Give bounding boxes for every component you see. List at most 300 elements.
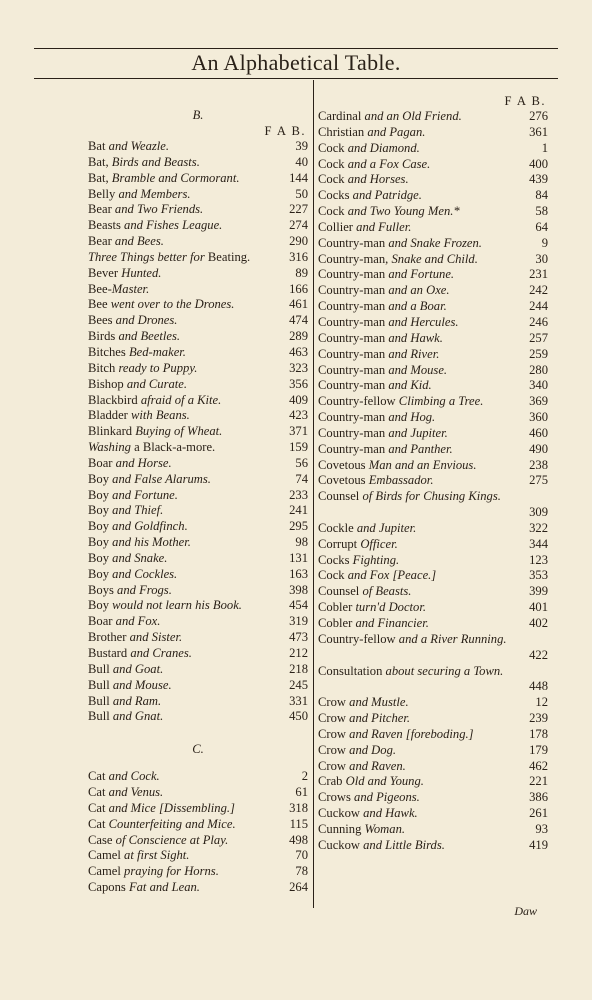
- table-row: [88, 583, 308, 599]
- table-row: [88, 848, 308, 864]
- entry-name: Crow: [318, 711, 350, 726]
- table-row: [88, 155, 308, 171]
- fable-number: 261: [529, 806, 548, 821]
- entry-name: Country-man: [318, 378, 389, 393]
- table-row: [88, 769, 308, 785]
- entry-name: Country-man: [318, 346, 389, 361]
- entry-text: [88, 678, 172, 694]
- entry-subject: and Fox [Peace.]: [347, 568, 437, 583]
- fable-number: 123: [529, 552, 548, 567]
- entry-subject: ready to Puppy.: [118, 360, 198, 375]
- entry-subject: and Thief.: [112, 503, 164, 518]
- table-row: [88, 139, 308, 155]
- fable-number: 371: [289, 424, 308, 439]
- entry-name: Bitch: [88, 360, 119, 375]
- fable-number: 74: [295, 471, 308, 486]
- fable-number: 98: [295, 535, 308, 550]
- table-row: [318, 141, 548, 157]
- fable-number: 259: [529, 346, 548, 361]
- entry-name: Covetous: [318, 457, 369, 472]
- entry-text: [318, 410, 435, 426]
- fable-number: 423: [289, 408, 308, 423]
- fable-number: 402: [529, 616, 548, 630]
- table-row: [88, 535, 308, 551]
- table-row: [318, 188, 548, 204]
- table-row: [318, 299, 548, 315]
- entry-subject: praying for Horns.: [124, 864, 219, 879]
- entry-text: [318, 822, 405, 838]
- entry-name: Birds: [88, 329, 119, 344]
- entry-text: [88, 393, 221, 409]
- entry-subject: and False Alarums.: [112, 471, 211, 486]
- title-rule: [34, 78, 558, 79]
- table-row: [88, 266, 308, 282]
- entry-text: [318, 141, 420, 157]
- fable-number: 462: [529, 758, 548, 773]
- entry-subject: and Patridge.: [352, 188, 422, 203]
- entry-subject: and Curate.: [126, 376, 188, 391]
- entry-text: [318, 188, 422, 204]
- table-row: [88, 488, 308, 504]
- entry-name: Boy: [88, 471, 113, 486]
- entry-subject: Embassador.: [368, 473, 434, 488]
- entry-text: [88, 472, 211, 488]
- table-row: [88, 785, 308, 801]
- section-heading-b: B.: [192, 108, 204, 122]
- entry-text: [88, 551, 167, 567]
- right-entries-list-2: [318, 521, 548, 632]
- table-row: [88, 503, 308, 519]
- table-row: [88, 329, 308, 345]
- entry-name: Cat: [88, 769, 109, 784]
- fable-number: 1: [541, 140, 548, 155]
- table-row: [318, 838, 548, 854]
- entry-name: Crows: [318, 790, 355, 805]
- fable-number: 238: [529, 457, 548, 472]
- entry-text: [88, 583, 172, 599]
- entry-name: Cat: [88, 785, 109, 800]
- entry-subject: Snake and Child.: [391, 251, 478, 266]
- entry-text: [88, 833, 228, 849]
- entry-name: Cock: [318, 172, 348, 187]
- table-row: [318, 743, 548, 759]
- entry-text: [88, 345, 186, 361]
- table-row: [88, 646, 308, 662]
- entry-text: [88, 234, 164, 250]
- entry-name: Country-man: [318, 425, 389, 440]
- fable-number: 353: [529, 568, 548, 583]
- entry-text: [318, 553, 399, 569]
- table-row: [88, 880, 308, 896]
- fable-number: 318: [289, 800, 308, 815]
- entry-subject: of Conscience at Play.: [115, 832, 229, 847]
- entry-subject: and Diamond.: [347, 140, 420, 155]
- fab-heading-left: F A B.: [264, 124, 306, 138]
- entry-text: [318, 584, 411, 600]
- table-row: [318, 172, 548, 188]
- table-row: [318, 394, 548, 410]
- entry-name: Bishop: [88, 376, 127, 391]
- fable-number: 309: [529, 505, 548, 520]
- entry-subject: Old and Young.: [345, 774, 424, 789]
- fable-number: 257: [529, 330, 548, 345]
- entry-subject: and Pitcher.: [349, 711, 410, 726]
- entry-subject: and Fuller.: [356, 219, 412, 234]
- fable-number: 322: [529, 520, 548, 535]
- entry-text: [318, 695, 409, 711]
- entry-subject: and Fortune.: [388, 267, 455, 282]
- entry-subject: and Ram.: [112, 693, 162, 708]
- table-row: [318, 125, 548, 141]
- table-row: [88, 456, 308, 472]
- fable-number: 319: [289, 614, 308, 629]
- entry-subject: and Mouse.: [388, 362, 448, 377]
- entry-subject: and Goldfinch.: [112, 519, 188, 534]
- fable-number: 89: [295, 265, 308, 280]
- entry-name: Crow: [318, 758, 350, 773]
- entry-subject: and Sister.: [129, 630, 183, 645]
- entry-text: [88, 817, 236, 833]
- fable-number: 295: [289, 519, 308, 534]
- entry-subject: and Financier.: [355, 616, 429, 630]
- entry-subject: turn'd Doctor.: [355, 600, 426, 615]
- fable-number: 461: [289, 297, 308, 312]
- entry-name: Cuckow: [318, 837, 364, 852]
- entry-text: [318, 537, 398, 553]
- entry-subject: and Weazle.: [108, 139, 170, 153]
- fable-number: 398: [289, 582, 308, 597]
- entry-subject: and Hog.: [388, 410, 436, 425]
- entry-text: [88, 139, 169, 155]
- fable-number: 409: [289, 392, 308, 407]
- entry-name: Belly: [88, 186, 119, 201]
- table-row: [88, 598, 308, 614]
- table-row: [318, 727, 548, 743]
- entry-text: [318, 616, 429, 632]
- catchword: Daw: [514, 904, 537, 918]
- entry-subject: and Horses.: [347, 172, 409, 187]
- table-row: [88, 250, 308, 266]
- entry-text: [318, 236, 482, 252]
- entry-name: Camel: [88, 848, 125, 863]
- entry-subject: Fat and Lean.: [128, 880, 200, 895]
- column-divider: [313, 80, 314, 908]
- entry-text: [318, 252, 478, 268]
- entry-name: Crab: [318, 774, 346, 789]
- entry-subject: Man and an Envious.: [368, 457, 477, 472]
- entry-name: Brother: [88, 630, 130, 645]
- table-row: [318, 458, 548, 474]
- entry-text: [88, 880, 200, 896]
- entry-subject: and Members.: [118, 186, 191, 201]
- entry-name: Country-man: [318, 299, 389, 314]
- table-row: [318, 347, 548, 363]
- table-row: [318, 267, 548, 283]
- table-row: [318, 568, 548, 584]
- entry-name: Bear: [88, 202, 115, 217]
- fable-number: 231: [529, 267, 548, 282]
- table-row: [88, 630, 308, 646]
- entry-name: Capons: [88, 880, 129, 895]
- fable-number: 289: [289, 329, 308, 344]
- table-row: [318, 204, 548, 220]
- entry-subject: Hunted.: [121, 265, 162, 280]
- entry-text: [318, 727, 474, 743]
- entry-subject: and Two Young Men.*: [347, 204, 460, 219]
- fable-number: 221: [529, 774, 548, 789]
- fable-number: 61: [295, 785, 308, 800]
- entry-text: [88, 266, 161, 282]
- entry-text: [318, 774, 424, 790]
- entry-text: [88, 598, 242, 614]
- page-title: An Alphabetical Table.: [191, 50, 401, 75]
- entry-subject: and a Boar.: [388, 299, 447, 314]
- entry-name: Bat: [88, 139, 109, 153]
- entry-subject: and an Oxe.: [388, 283, 450, 298]
- entry-subject: and Mustle.: [349, 695, 409, 710]
- entry-subject: and Kid.: [388, 378, 432, 393]
- entry-text: [88, 329, 180, 345]
- table-row: [318, 584, 548, 600]
- entry-text: [318, 394, 483, 410]
- entry-subject: and a River Running.: [398, 631, 507, 646]
- entry-text: [318, 109, 462, 125]
- fable-number: 275: [529, 473, 548, 488]
- entry-text: [318, 521, 416, 537]
- table-row: [88, 678, 308, 694]
- entry-name: Cat: [88, 800, 109, 815]
- entry-text: [88, 155, 200, 171]
- entry-subject: and Bees.: [114, 234, 164, 249]
- entry-text: [318, 442, 453, 458]
- fable-number: 246: [529, 314, 548, 329]
- table-row: [88, 234, 308, 250]
- entry-name: Cocks: [318, 188, 353, 203]
- entry-name: Bever: [88, 265, 122, 280]
- fable-number: 245: [289, 677, 308, 692]
- table-row: [88, 297, 308, 313]
- table-row: [88, 472, 308, 488]
- section-heading-c: C.: [192, 742, 204, 757]
- entry-name: Beasts: [88, 218, 125, 233]
- entry-subject: and Raven [foreboding.]: [349, 726, 474, 741]
- entry-subject: and Jupiter.: [388, 425, 448, 440]
- fable-number: 399: [529, 584, 548, 599]
- entry-subject: and Hawk.: [388, 330, 443, 345]
- table-row: [88, 709, 308, 725]
- table-row: [318, 442, 548, 458]
- entry-name: Bee: [88, 297, 111, 312]
- fable-number: 84: [535, 188, 548, 203]
- table-row: [88, 202, 308, 218]
- fable-number: 70: [295, 848, 308, 863]
- entry-name: Boy: [88, 550, 113, 565]
- table-row: [318, 632, 548, 664]
- table-row: [318, 553, 548, 569]
- entry-text: [318, 378, 432, 394]
- fable-number: 144: [289, 170, 308, 185]
- fable-number: 64: [535, 219, 548, 234]
- entry-name: Blackbird: [88, 392, 141, 407]
- entry-subject: and Beetles.: [118, 329, 181, 344]
- entry-subject: Woman.: [364, 821, 406, 836]
- entry-name: Cuckow: [318, 806, 364, 821]
- table-row: [318, 283, 548, 299]
- entry-text: [88, 519, 188, 535]
- fable-number: 474: [289, 313, 308, 328]
- entry-name: Bat,: [88, 154, 112, 169]
- table-row: [318, 252, 548, 268]
- entry-text: [88, 361, 197, 377]
- entry-name: Boy: [88, 598, 113, 613]
- entry-subject: about securing a Town.: [385, 663, 504, 678]
- entry-name: Country-man: [318, 410, 389, 425]
- entry-text: [88, 440, 215, 456]
- table-row: [318, 664, 548, 696]
- table-row: [88, 187, 308, 203]
- table-row: [318, 236, 548, 252]
- table-row: [318, 711, 548, 727]
- fable-number: 473: [289, 630, 308, 645]
- entry-text: [88, 535, 191, 551]
- entry-name: Country-man: [318, 267, 389, 282]
- entry-name: Case: [88, 832, 116, 847]
- entry-text: [88, 769, 160, 785]
- entry-name: Boy: [88, 519, 113, 534]
- entry-name: Country-fellow: [318, 394, 399, 409]
- entry-subject: Counterfeiting and Mice.: [108, 816, 236, 831]
- entry-name: Consultation: [318, 663, 386, 678]
- fable-number: 290: [289, 234, 308, 249]
- fable-number: 58: [535, 204, 548, 219]
- entry-name: Country-man: [318, 441, 389, 456]
- fable-number: 50: [295, 186, 308, 201]
- entry-subject: and Fishes League.: [124, 218, 223, 233]
- entry-text: [318, 157, 430, 173]
- fable-number: 93: [535, 821, 548, 836]
- entry-subject: and Drones.: [115, 313, 178, 328]
- table-row: [318, 600, 548, 616]
- table-row: [318, 790, 548, 806]
- entry-text: [318, 283, 450, 299]
- entry-subject: Bed-maker.: [128, 344, 186, 359]
- entry-name: Country-man: [318, 283, 389, 298]
- entry-text: [318, 568, 436, 584]
- entry-subject: and Mice [Dissembling.]: [108, 800, 235, 815]
- entry-name: Camel: [88, 864, 125, 879]
- entry-name: Country-man: [318, 235, 389, 250]
- entry-text: [88, 218, 222, 234]
- entry-subject: Master.: [111, 281, 150, 296]
- fable-number: 340: [529, 378, 548, 393]
- table-row: [88, 614, 308, 630]
- table-row: [318, 521, 548, 537]
- entry-text: [318, 838, 445, 854]
- entry-subject: went over to the Drones.: [110, 297, 235, 312]
- entry-subject: Washing: [88, 440, 135, 455]
- fable-number: 56: [295, 455, 308, 470]
- entry-name: Boar: [88, 614, 116, 629]
- entry-subject: and Gnat.: [112, 709, 164, 724]
- entry-subject: at first Sight.: [124, 848, 190, 863]
- entry-subject: and Cock.: [108, 769, 160, 784]
- entry-text: [318, 600, 426, 616]
- fable-number: 490: [529, 441, 548, 456]
- entry-text: [88, 250, 250, 266]
- table-row: [318, 157, 548, 173]
- entry-subject: and Horse.: [115, 455, 172, 470]
- fable-number: 239: [529, 711, 548, 726]
- fable-number: 344: [529, 536, 548, 551]
- table-row: [88, 662, 308, 678]
- entry-text: [88, 630, 182, 646]
- b-entries-list: [88, 139, 308, 725]
- entry-name: Boy: [88, 503, 113, 518]
- table-row: [318, 489, 548, 521]
- entry-text: [88, 567, 177, 583]
- fable-number: 369: [529, 394, 548, 409]
- table-row: [88, 377, 308, 393]
- right-entries-list: [318, 109, 548, 489]
- fable-number: 163: [289, 566, 308, 581]
- table-row: [318, 363, 548, 379]
- entry-text: [88, 694, 161, 710]
- entry-text: [318, 331, 443, 347]
- entry-name: Cobler: [318, 616, 356, 630]
- entry-subject: and Frogs.: [117, 582, 172, 597]
- table-row: [318, 331, 548, 347]
- entry-text: [88, 282, 149, 298]
- fable-number: 212: [289, 646, 308, 660]
- entry-name: Counsel: [318, 584, 363, 599]
- fable-number: 159: [289, 440, 308, 455]
- table-row: [318, 759, 548, 775]
- table-row: [88, 361, 308, 377]
- entry-subject: and Goat.: [112, 661, 164, 676]
- table-row: [88, 424, 308, 440]
- entry-text: [88, 313, 177, 329]
- entry-subject: and Little Birds.: [363, 837, 445, 852]
- entry-name: Bull: [88, 677, 113, 692]
- entry-name: Country-man: [318, 314, 389, 329]
- table-row: [88, 345, 308, 361]
- table-row: [318, 806, 548, 822]
- fable-number: 450: [289, 709, 308, 724]
- entry-name: Cat: [88, 816, 109, 831]
- entry-subject: and Cockles.: [112, 566, 178, 581]
- fable-number: 241: [289, 503, 308, 518]
- entry-subject: and his Mother.: [112, 535, 191, 550]
- entry-text: [318, 711, 410, 727]
- entry-text: [318, 267, 454, 283]
- fable-number: 422: [529, 647, 548, 662]
- entry-subject: and River.: [388, 346, 440, 361]
- entry-name: Blinkard: [88, 424, 136, 439]
- entry-subject: and Snake.: [112, 550, 168, 565]
- entry-subject: and Raven.: [349, 758, 406, 773]
- entry-name: Boy: [88, 535, 113, 550]
- entry-name: Bladder: [88, 408, 132, 423]
- fable-number: 323: [289, 360, 308, 375]
- entry-text: [88, 785, 163, 801]
- fable-number: 115: [289, 816, 308, 831]
- table-row: [88, 864, 308, 880]
- entry-name: Bull: [88, 709, 113, 724]
- table-row: [88, 801, 308, 817]
- fable-number: 179: [529, 742, 548, 757]
- right-column: [318, 93, 548, 854]
- entry-text: [318, 125, 425, 141]
